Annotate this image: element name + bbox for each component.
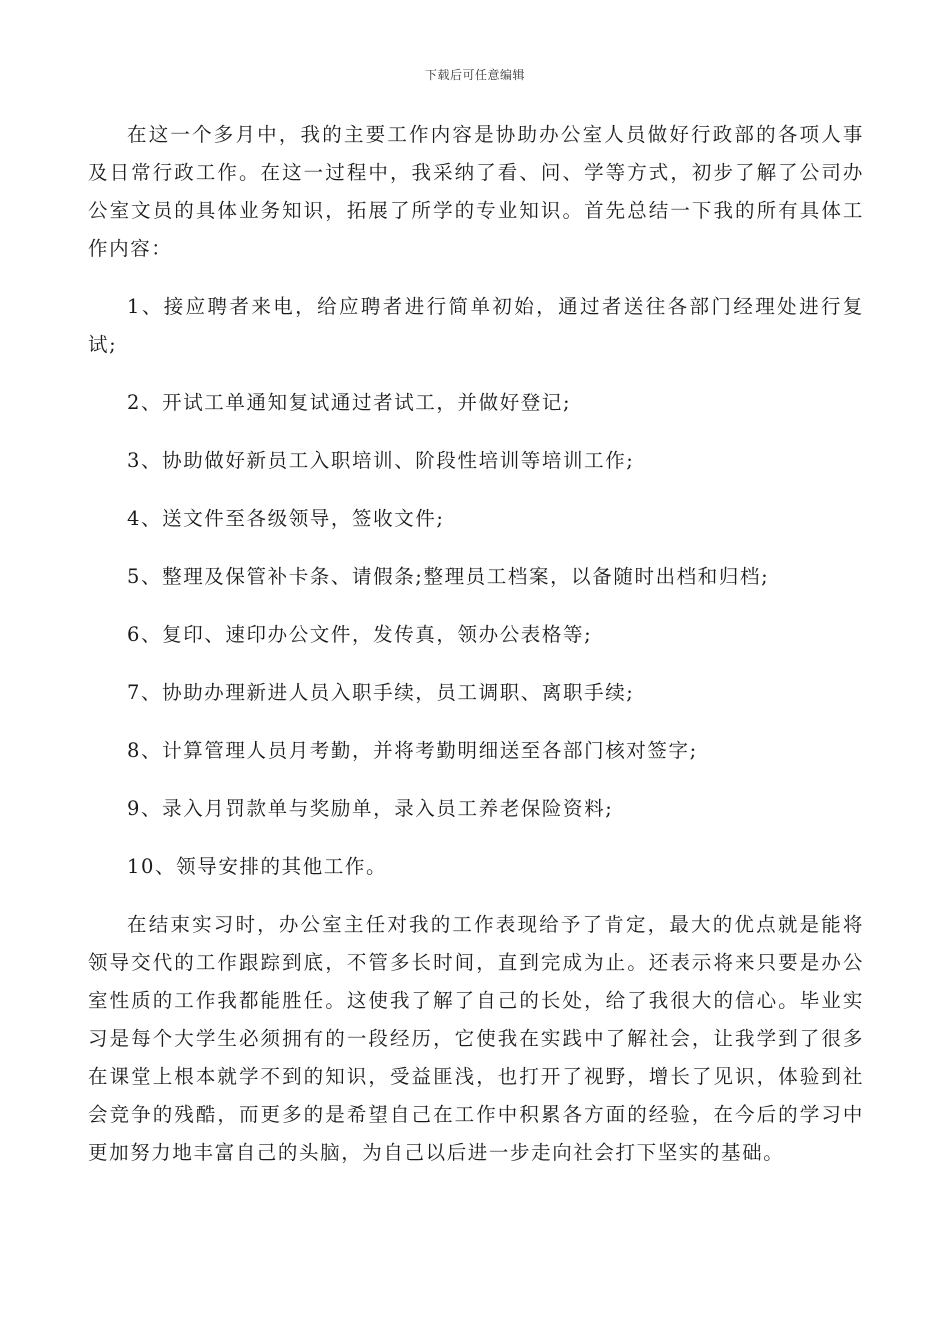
- list-item: 9、录入月罚款单与奖励单，录入员工养老保险资料;: [127, 797, 614, 820]
- list-item: 1、接应聘者来电，给应聘者进行简单初始，通过者送往各部门经理处进行复试;: [88, 295, 864, 356]
- list-item: 6、复印、速印办公文件，发传真，领办公表格等;: [127, 623, 593, 646]
- list-item: 3、协助做好新员工入职培训、阶段性培训等培训工作;: [127, 449, 635, 472]
- list-item: 4、送文件至各级领导，签收文件;: [127, 507, 445, 530]
- conclusion-paragraph: 在结束实习时，办公室主任对我的工作表现给予了肯定，最大的优点就是能将领导交代的工作跟踪到底，不管多长时间，直到完成为止。还表示将来只要是办公室性质的工作我都能胜任。这使我了解了自己的长处，给了我很大的信心。毕业实习是每个大学生必须拥有的一段经历，它使我在实践中了解社会，让我学到了很多在课堂上根本就学不到的知识，受益匪浅，也打开了视野，增长了见识，体验到社会竞争的残酷，而更多的是希望自己在工作中积累各方面的经验，在今后的学习中更加努力地丰富自己的头脑，为自己以后进一步走向社会打下坚实的基础。: [88, 913, 864, 1164]
- list-item: 10、领导安排的其他工作。: [127, 855, 388, 878]
- list-item: 8、计算管理人员月考勤，并将考勤明细送至各部门核对签字;: [127, 739, 698, 762]
- list-item: 5、整理及保管补卡条、请假条;整理员工档案，以备随时出档和归档;: [127, 565, 770, 588]
- list-item: 7、协助办理新进人员入职手续，员工调职、离职手续;: [127, 681, 635, 704]
- document-body: [88, 116, 864, 1172]
- list-item: 2、开试工单通知复试通过者试工，并做好登记;: [127, 391, 572, 414]
- intro-paragraph: 在这一个多月中，我的主要工作内容是协助办公室人员做好行政部的各项人事及日常行政工作。在这一过程中，我采纳了看、问、学等方式，初步了解了公司办公室文员的具体业务知识，拓展了所学的专业知识。首先总结一下我的所有具体工作内容：: [88, 123, 864, 260]
- page-header: 下载后可任意编辑: [424, 68, 525, 82]
